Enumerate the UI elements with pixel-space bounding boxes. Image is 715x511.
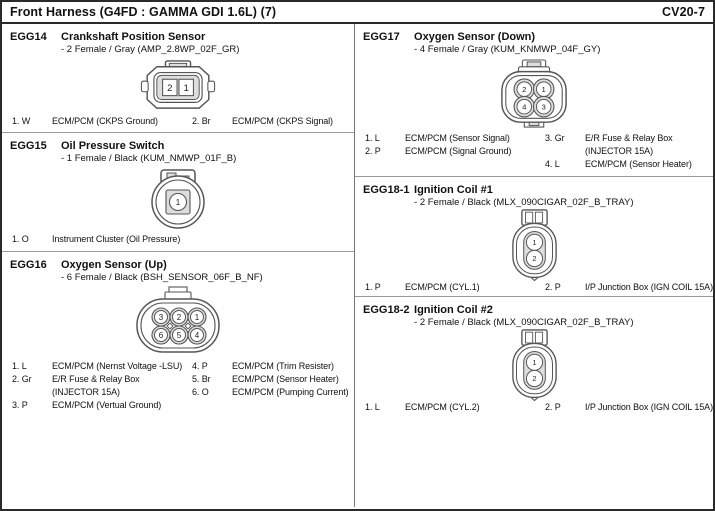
connector-title: Ignition Coil #2 xyxy=(414,304,493,316)
pin-entry xyxy=(192,386,354,399)
connector-area xyxy=(2,165,354,233)
pin-number: 4. L xyxy=(545,159,560,169)
section-egg17 xyxy=(355,24,713,177)
connector-title: Oxygen Sensor (Down) xyxy=(414,31,536,43)
pin-table xyxy=(355,401,713,414)
pin-entry xyxy=(12,399,192,412)
pin-destination: E/R Fuse & Relay Box (INJECTOR 15A) xyxy=(52,374,140,397)
egg17-connector-diagram xyxy=(499,59,569,129)
pin-number: 1. L xyxy=(365,133,380,143)
pin-table xyxy=(355,281,713,294)
pin-destination: ECM/PCM (Pumping Current) xyxy=(232,387,349,397)
svg-text:1: 1 xyxy=(541,85,546,95)
pin-destination: Instrument Cluster (Oil Pressure) xyxy=(52,234,181,244)
section-head xyxy=(355,297,713,317)
pin-number: 1. O xyxy=(12,234,29,244)
pin-entry xyxy=(365,132,545,145)
pin-table xyxy=(355,132,713,171)
pin-destination: ECM/PCM (Nernst Voltage -LSU) xyxy=(52,361,183,371)
connector-spec: - 2 Female / Black (MLX_090CIGAR_02F_B_TRAY) xyxy=(414,197,634,208)
svg-text:3: 3 xyxy=(158,313,164,322)
pin-entry xyxy=(12,233,192,246)
svg-text:2: 2 xyxy=(532,254,537,264)
pin-table xyxy=(2,115,354,128)
connector-spec: - 6 Female / Black (BSH_SENSOR_06F_B_NF) xyxy=(61,272,263,283)
egg14-connector-diagram xyxy=(139,60,217,112)
section-egg16 xyxy=(2,252,354,507)
right-column xyxy=(355,24,713,507)
svg-text:5: 5 xyxy=(176,331,182,340)
svg-text:1: 1 xyxy=(175,198,181,207)
connector-title: Oil Pressure Switch xyxy=(61,140,165,152)
pin-destination: ECM/PCM (Trim Resister) xyxy=(232,361,334,371)
pin-table xyxy=(2,360,354,412)
section-egg18-2 xyxy=(355,297,713,507)
svg-text:2: 2 xyxy=(522,85,527,95)
connector-title: Oxygen Sensor (Up) xyxy=(61,259,167,271)
pin-entry xyxy=(365,145,545,158)
pin-entry xyxy=(545,158,713,171)
pin-destination: I/P Junction Box (IGN COIL 15A) xyxy=(585,402,713,412)
pin-number: 3. Gr xyxy=(545,133,565,143)
pin-number: 2. P xyxy=(545,282,561,292)
svg-text:2: 2 xyxy=(532,374,537,384)
section-head xyxy=(355,177,713,197)
pin-entry xyxy=(12,360,192,373)
pin-destination: I/P Junction Box (IGN COIL 15A) xyxy=(585,282,713,292)
pin-destination: ECM/PCM (Sensor Heater) xyxy=(232,374,339,384)
section-head xyxy=(355,24,713,44)
section-head xyxy=(2,133,354,153)
svg-text:1: 1 xyxy=(532,238,537,247)
pin-entry xyxy=(545,281,713,294)
pin-entry xyxy=(192,360,354,373)
egg18-2-connector-diagram xyxy=(510,329,559,401)
page-header xyxy=(2,2,713,24)
connector-title: Ignition Coil #1 xyxy=(414,184,493,196)
section-egg15 xyxy=(2,133,354,252)
page-code: CV20-7 xyxy=(662,5,705,19)
pin-entry xyxy=(545,132,713,158)
pin-number: 2. Gr xyxy=(12,374,32,384)
connector-area xyxy=(355,209,713,281)
pin-number: 6. O xyxy=(192,387,209,397)
connector-area xyxy=(2,284,354,356)
pin-destination: ECM/PCM (CKPS Signal) xyxy=(232,116,333,126)
egg15-connector-diagram xyxy=(149,169,207,229)
connector-spec: - 2 Female / Gray (AMP_2.8WP_02F_GR) xyxy=(61,44,240,55)
pin-destination: E/R Fuse & Relay Box (INJECTOR 15A) xyxy=(585,133,673,156)
connector-id: EGG18-1 xyxy=(363,184,410,196)
pin-number: 4. P xyxy=(192,361,208,371)
egg18-1-connector-diagram xyxy=(510,209,559,281)
connector-id: EGG16 xyxy=(10,259,47,271)
pin-entry xyxy=(192,115,354,128)
pin-number: 2. Br xyxy=(192,116,211,126)
svg-text:3: 3 xyxy=(541,102,546,112)
pin-number: 5. Br xyxy=(192,374,211,384)
svg-text:1: 1 xyxy=(194,313,200,322)
pin-destination: ECM/PCM (CKPS Ground) xyxy=(52,116,158,126)
left-column xyxy=(2,24,355,507)
connector-id: EGG14 xyxy=(10,31,47,43)
pin-entry xyxy=(545,401,713,414)
pin-table xyxy=(2,233,354,246)
pin-destination: ECM/PCM (Sensor Signal) xyxy=(405,133,510,143)
connector-id: EGG15 xyxy=(10,140,47,152)
connector-area xyxy=(355,329,713,401)
section-head xyxy=(2,24,354,44)
connector-id: EGG17 xyxy=(363,31,400,43)
section-head xyxy=(2,252,354,272)
egg16-connector-diagram xyxy=(135,286,221,354)
svg-text:1: 1 xyxy=(532,358,537,367)
pin-number: 1. L xyxy=(365,402,380,412)
pin-number: 3. P xyxy=(12,400,28,410)
svg-text:4: 4 xyxy=(522,102,527,112)
pin-destination: ECM/PCM (Vertual Ground) xyxy=(52,400,162,410)
pin-entry xyxy=(365,281,545,294)
section-egg14 xyxy=(2,24,354,133)
pin-destination: ECM/PCM (Signal Ground) xyxy=(405,146,512,156)
page-title: Front Harness (G4FD : GAMMA GDI 1.6L) (7) xyxy=(10,5,277,19)
pin-number: 1. P xyxy=(365,282,381,292)
pin-entry xyxy=(365,401,545,414)
pin-number: 1. W xyxy=(12,116,31,126)
connector-area xyxy=(2,56,354,115)
svg-text:2: 2 xyxy=(167,82,173,94)
pin-destination: ECM/PCM (CYL.1) xyxy=(405,282,480,292)
pin-destination: ECM/PCM (Sensor Heater) xyxy=(585,159,692,169)
connector-id: EGG18-2 xyxy=(363,304,410,316)
svg-text:4: 4 xyxy=(194,331,200,340)
pin-entry xyxy=(192,373,354,386)
pin-number: 1. L xyxy=(12,361,27,371)
pin-entry xyxy=(12,115,192,128)
connector-spec: - 4 Female / Gray (KUM_KNMWP_04F_GY) xyxy=(414,44,601,55)
connector-title: Crankshaft Position Sensor xyxy=(61,31,206,43)
connector-spec: - 1 Female / Black (KUM_NMWP_01F_B) xyxy=(61,153,237,164)
connector-spec: - 2 Female / Black (MLX_090CIGAR_02F_B_TRAY) xyxy=(414,317,634,328)
svg-text:2: 2 xyxy=(176,313,182,322)
pin-entry xyxy=(12,373,192,399)
pin-destination: ECM/PCM (CYL.2) xyxy=(405,402,480,412)
connector-area xyxy=(355,56,713,132)
svg-text:6: 6 xyxy=(158,331,164,340)
content-columns xyxy=(2,24,713,507)
svg-text:1: 1 xyxy=(183,82,189,94)
pin-number: 2. P xyxy=(365,146,381,156)
pin-number: 2. P xyxy=(545,402,561,412)
section-egg18-1 xyxy=(355,177,713,297)
